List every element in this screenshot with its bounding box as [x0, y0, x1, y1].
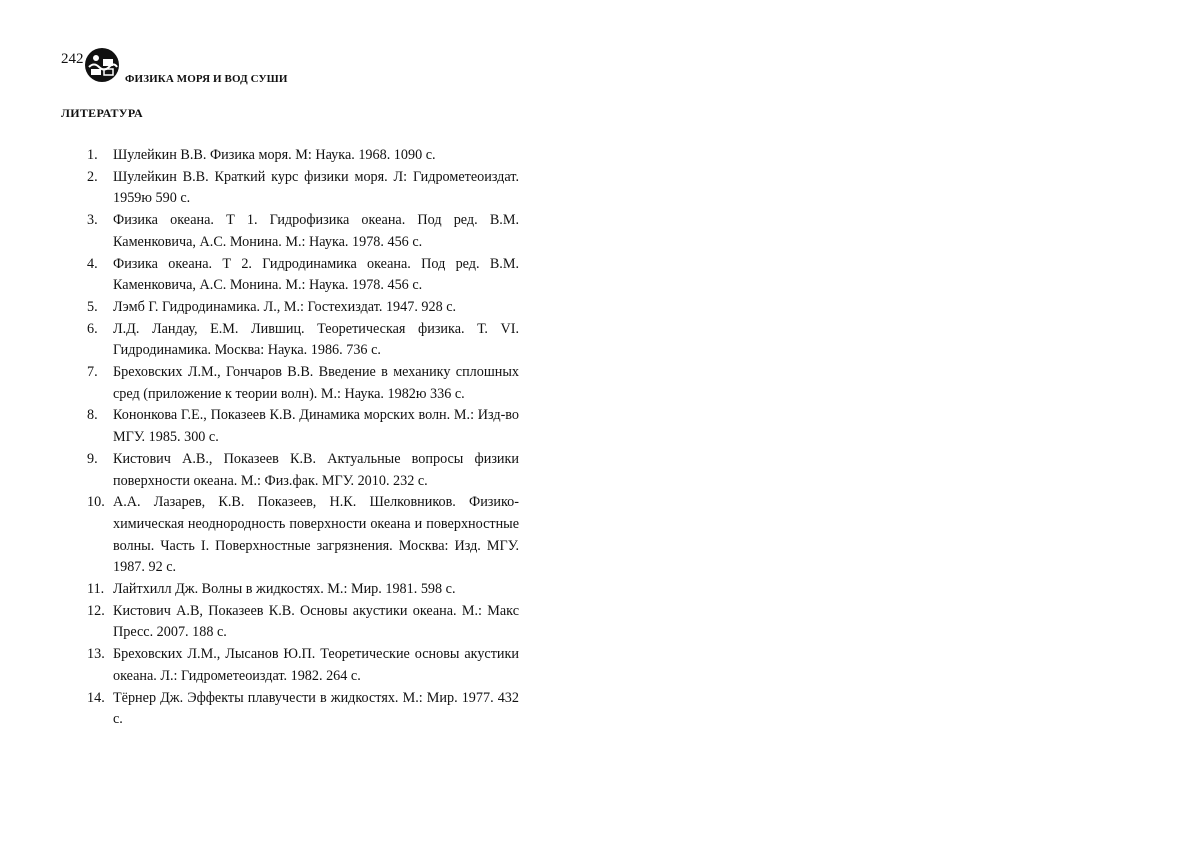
references-list [61, 145, 519, 731]
reference-item [61, 688, 519, 731]
section-title: ЛИТЕРАТУРА [61, 106, 143, 120]
reference-text: Кононкова Г.Е., Показеев К.В. Динамика морских волн. М.: Изд-во МГУ. 1985. 300 с. [113, 407, 519, 446]
reference-text: А.А. Лазарев, К.В. Показеев, Н.К. Шелковников. Физико-химическая неоднородность поверхности океана и поверхностные волны. Часть I. Поверхностные загрязнения. Москва: Изд. МГУ. 1987. 92 с. [113, 494, 519, 576]
reference-number: 2. [87, 168, 98, 185]
reference-number: 8. [87, 407, 98, 424]
reference-text: Кистович А.В, Показеев К.В. Основы акустики океана. М.: Макс Пресс. 2007. 188 с. [113, 602, 519, 641]
reference-item [61, 601, 519, 644]
reference-text: Физика океана. Т 2. Гидродинамика океана. Под ред. В.М. Каменковича, А.С. Монина. М.: Наука. 1978. 456 с. [113, 255, 519, 294]
reference-item [61, 449, 519, 492]
reference-text: Кистович А.В., Показеев К.В. Актуальные вопросы физики поверхности океана. М.: Физ.фак. МГУ. 2010. 232 с. [113, 450, 519, 489]
reference-item [61, 644, 519, 687]
reference-number: 10. [87, 494, 105, 511]
reference-item [61, 145, 519, 167]
reference-number: 4. [87, 255, 98, 272]
reference-item [61, 405, 519, 448]
reference-item [61, 167, 519, 210]
reference-number: 9. [87, 450, 98, 467]
reference-number: 12. [87, 602, 105, 619]
reference-text: Физика океана. Т 1. Гидрофизика океана. Под ред. В.М. Каменковича, А.С. Монина. М.: Наука. 1978. 456 с. [113, 212, 519, 250]
publisher-emblem-icon [84, 47, 120, 83]
reference-number: 11. [87, 581, 105, 598]
reference-text: Шулейкин В.В. Краткий курс физики моря. Л: Гидрометеоиздат. 1959ю 590 с. [113, 168, 519, 207]
page-number: 242 [61, 51, 84, 67]
reference-number: 13. [87, 646, 105, 663]
reference-item [61, 579, 519, 601]
reference-number: 7. [87, 364, 98, 381]
reference-number: 14. [87, 689, 105, 706]
reference-text: Бреховских Л.М., Лысанов Ю.П. Теоретические основы акустики океана. Л.: Гидрометеоиздат. 1982. 264 с. [113, 646, 519, 684]
reference-number: 3. [87, 212, 98, 229]
reference-item [61, 254, 519, 297]
reference-text: Шулейкин В.В. Физика моря. М: Наука. 1968. 1090 с. [113, 147, 436, 163]
reference-number: 5. [87, 298, 98, 315]
running-title: ФИЗИКА МОРЯ И ВОД СУШИ [125, 73, 288, 85]
reference-item [61, 362, 519, 405]
reference-text: Лайтхилл Дж. Волны в жидкостях. М.: Мир. 1981. 598 с. [113, 581, 456, 598]
reference-text: Лэмб Г. Гидродинамика. Л., М.: Гостехиздат. 1947. 928 с. [113, 298, 457, 315]
reference-text: Бреховских Л.М., Гончаров В.В. Введение в механику сплошных сред (приложение к теории волн). М.: Наука. 1982ю 336 с. [113, 364, 519, 402]
reference-item [61, 297, 519, 319]
reference-text: Л.Д. Ландау, Е.М. Лившиц. Теоретическая физика. Т. VI. Гидродинамика. Москва: Наука. 1986. 736 с. [113, 320, 519, 359]
reference-text: Тёрнер Дж. Эффекты плавучести в жидкостях. М.: Мир. 1977. 432 с. [113, 689, 519, 728]
reference-item [61, 319, 519, 362]
reference-number: 6. [87, 320, 98, 337]
reference-item [61, 210, 519, 253]
reference-item [61, 492, 519, 579]
reference-number: 1. [87, 147, 98, 163]
